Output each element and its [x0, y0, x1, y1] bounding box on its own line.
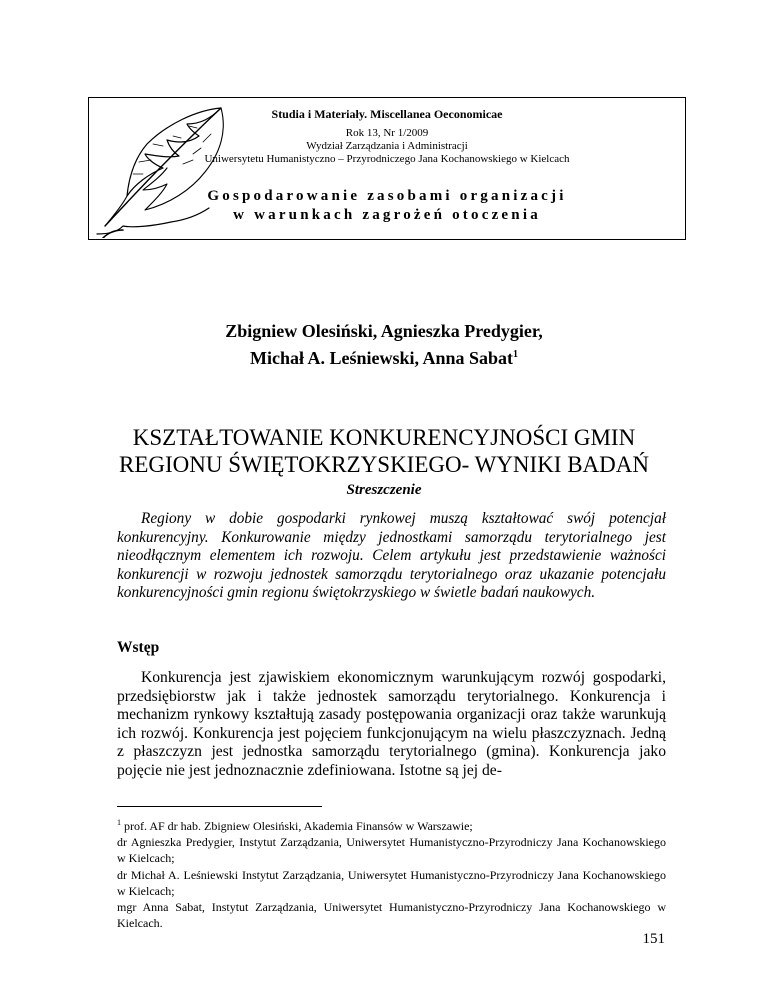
journal-header-box [88, 97, 686, 240]
abstract-heading: Streszczenie [346, 482, 422, 498]
authors-line-2 [0, 343, 768, 370]
footnote-3: dr Michał A. Leśniewski Instytut Zarządzania, Uniwersytet Humanistyczno-Przyrodniczy Jana Kochanowskiego w Kielcach; [117, 867, 666, 898]
faculty-name: Wydział Zarządzania i Administracji [306, 140, 468, 152]
article-title-line-1: KSZTAŁTOWANIE KONKURENCYJNOŚCI GMIN [132, 425, 636, 450]
article-title-line-2: REGIONU ŚWIĘTOKRZYSKIEGO- WYNIKI BADAŃ [118, 452, 649, 477]
page-number: 151 [642, 931, 665, 947]
abstract-paragraph: Regiony w dobie gospodarki rynkowej muszą kształtować swój potencjał konkurencyjny. Konkurowanie między jednostkami samorządu terytorialnego jest nieodłącznym elementem ich rozwoju. Celem artykułu jest przedstawienie ważności konkurencji w rozwoju jednostek samorządu terytorialnego oraz ukazanie potencjału konkurencyjności gmin regionu świętokrzyskiego w świetle badań naukowych. [117, 510, 666, 601]
issue-info: Rok 13, Nr 1/2009 [345, 127, 429, 139]
footnotes [117, 815, 666, 931]
journal-title: Studia i Materiały. Miscellanea Oeconomicae [271, 107, 503, 121]
footnote-mark: 1 [117, 818, 121, 827]
footnote-1 [117, 815, 666, 834]
footnote-separator [117, 806, 322, 807]
footnote-4: mgr Anna Sabat, Instytut Zarządzania, Uniwersytet Humanistyczno-Przyrodniczy Jana Kochanowskiego w Kielcach. [117, 900, 666, 931]
abstract-body [117, 510, 666, 603]
section-body [117, 669, 666, 781]
author-footnote-mark: 1 [513, 349, 519, 360]
issue-theme-line-2: w warunkach zagrożeń otoczenia [233, 207, 541, 223]
article-title [0, 424, 768, 478]
authors-line-2-text: Michał A. Leśniewski, Anna Sabat [249, 348, 514, 368]
body-paragraph: Konkurencja jest zjawiskiem ekonomicznym warunkującym rozwój gospodarki, przedsiębiorstw jak i także jednostek samorządu terytorialnego. Konkurencja i mechanizm rynkowy kształtują zasady postępowania organizacji oraz także warunkują ich rozwój. Konkurencja jest pojęciem funkcjonującym na wielu płaszczyznach. Jedną z płaszczyzn jest jednostka samorządu terytorialnego (gmina). Konkurencja jako pojęcie nie jest jednoznacznie zdefiniowana. Istotne są jej de- [117, 669, 666, 779]
author-list [0, 320, 768, 370]
university-name: Uniwersytetu Humanistyczno – Przyrodniczego Jana Kochanowskiego w Kielcach [204, 153, 570, 165]
issue-theme [89, 187, 685, 225]
footnote-2: dr Agnieszka Predygier, Instytut Zarządzania, Uniwersytet Humanistyczno-Przyrodniczy Jana Kochanowskiego w Kielcach; [117, 835, 666, 866]
issue-theme-line-1: Gospodarowanie zasobami organizacji [207, 188, 567, 204]
section-heading: Wstęp [117, 639, 160, 656]
authors-line-1: Zbigniew Olesiński, Agnieszka Predygier, [225, 321, 543, 341]
footnote-1-text: prof. AF dr hab. Zbigniew Olesiński, Akademia Finansów w Warszawie; [124, 819, 473, 833]
